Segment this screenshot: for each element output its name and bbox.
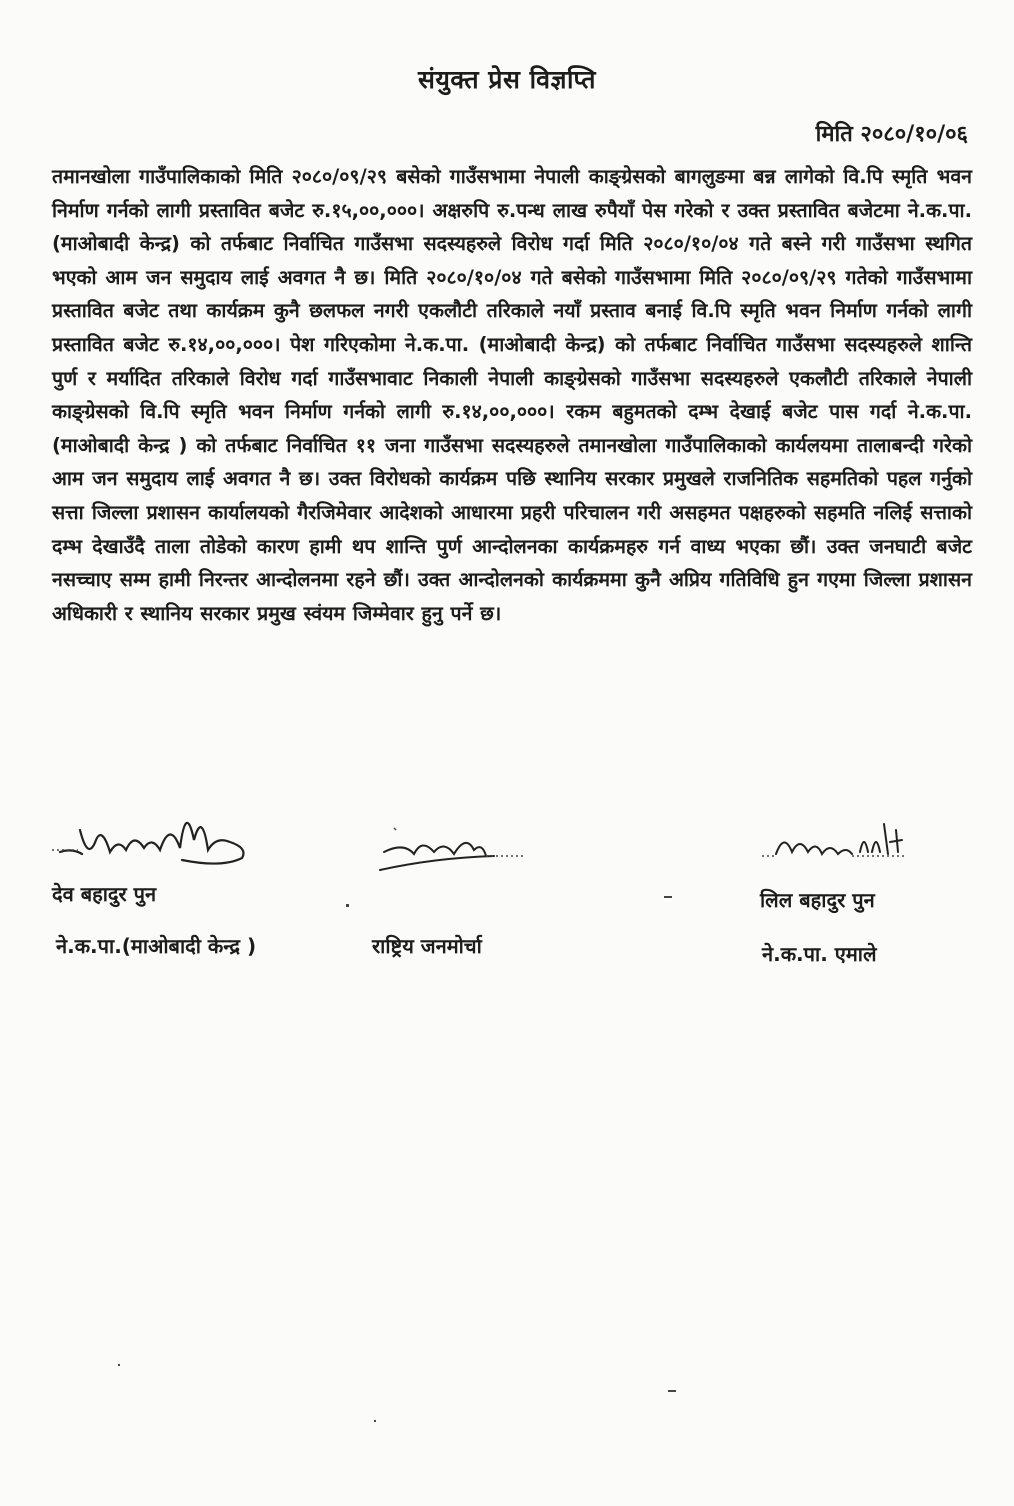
document-title: संयुक्त प्रेस विज्ञप्ति	[418, 65, 596, 94]
document-date: मिति २०८०/१०/०६	[815, 122, 968, 147]
signature-2-mark	[374, 820, 534, 880]
scan-speck	[374, 1420, 376, 1422]
signatory-3	[756, 812, 956, 972]
signatory-2-party: राष्ट्रिय जनमोर्चा	[372, 934, 482, 958]
scan-speck	[346, 904, 349, 907]
signature-1-mark	[52, 790, 262, 890]
document-body: तमानखोला गाउँपालिकाको मिति २०८०/०९/२९ बसेको गाउँसभामा नेपाली काङ्ग्रेसको बागलुङमा बन्न लागेको वि.पि स्मृति भवन निर्माण गर्नको लागी प्रस्तावित बजेट रु.१५,००,०००। अक्षरुपि रु.पन्ध लाख रुपैयाँ पेस गरेको र उक्त प्रस्तावित बजेटमा ने.क.पा. (माओबादी केन्द्र) को तर्फबाट निर्वाचित गाउँसभा सदस्यहरुले विरोध गर्दा मिति २०८०/१०/०४ गते बस्ने गरी गाउँसभा स्थगित भएको आम जन समुदाय लाई अवगत नै छ। मिति २०८०/१०/०४ गते बसेको गाउँसभामा मिति २०८०/०९/२९ गतेको गाउँसभामा प्रस्तावित बजेट तथा कार्यक्रम कुनै छलफल नगरी एकलौटी तरिकाले नयाँ प्रस्ताव बनाई वि.पि स्मृति भवन निर्माण गर्नको लागी प्रस्तावित बजेट रु.१४,००,०००। पेश गरिएकोमा ने.क.पा. (माओबादी केन्द्र) को तर्फबाट निर्वाचित गाउँसभा सदस्यहरुले शान्ति पुर्ण र मर्यादित तरिकाले विरोध गर्दा गाउँसभावाट निकाली नेपाली काङ्ग्रेसको गाउँसभा सदस्यहरुले एकलौटी तरिकाले नेपाली काङ्ग्रेसको वि.पि स्मृति भवन निर्माण गर्नको लागी रु.१४,००,०००। रकम बहुमतको दम्भ देखाई बजेट पास गर्दा ने.क.पा. (माओबादी केन्द्र ) को तर्फबाट निर्वाचित ११ जना गाउँसभा सदस्यहरुले तमानखोला गाउँपालिकाको कार्यलयमा तालाबन्दी गरेको आम जन समुदाय लाई अवगत नै छ। उक्त विरोधको कार्यक्रम पछि स्थानिय सरकार प्रमुखले राजनितिक सहमतिको पहल गर्नुको सत्ता जिल्ला प्रशासन कार्यालयको गैरजिमेवार आदेशको आधारमा प्रहरी परिचालन गरी असहमत पक्षहरुको सहमति नलिई सत्ताको दम्भ देखाउँदै ताला तोडेको कारण हामी थप शान्ति पुर्ण आन्दोलनका कार्यक्रमहरु गर्न वाध्य भएका छौं। उक्त जनघाटी बजेट नसच्चाए सम्म हामी निरन्तर आन्दोलनमा रहने छौं। उक्त आन्दोलनको कार्यक्रममा कुनै अप्रिय गतिविधि हुन गएमा जिल्ला प्रशासन अधिकारी र स्थानिय सरकार प्रमुख स्वंयम जिम्मेवार हुनु पर्ने छ।	[52, 165, 972, 625]
signatory-2	[368, 820, 588, 970]
signature-3-mark	[756, 812, 916, 872]
scan-speck	[118, 1364, 120, 1366]
scan-speck	[664, 896, 672, 898]
scan-speck	[668, 1390, 676, 1392]
signatory-1-party: ने.क.पा.(माओबादी केन्द्र )	[56, 934, 257, 958]
signatory-3-name: लिल बहादुर पुन	[760, 888, 875, 912]
signatory-1-name: देव बहादुर पुन	[52, 882, 157, 906]
signatory-1	[52, 790, 312, 970]
signatory-3-party: ने.क.पा. एमाले	[762, 942, 877, 966]
